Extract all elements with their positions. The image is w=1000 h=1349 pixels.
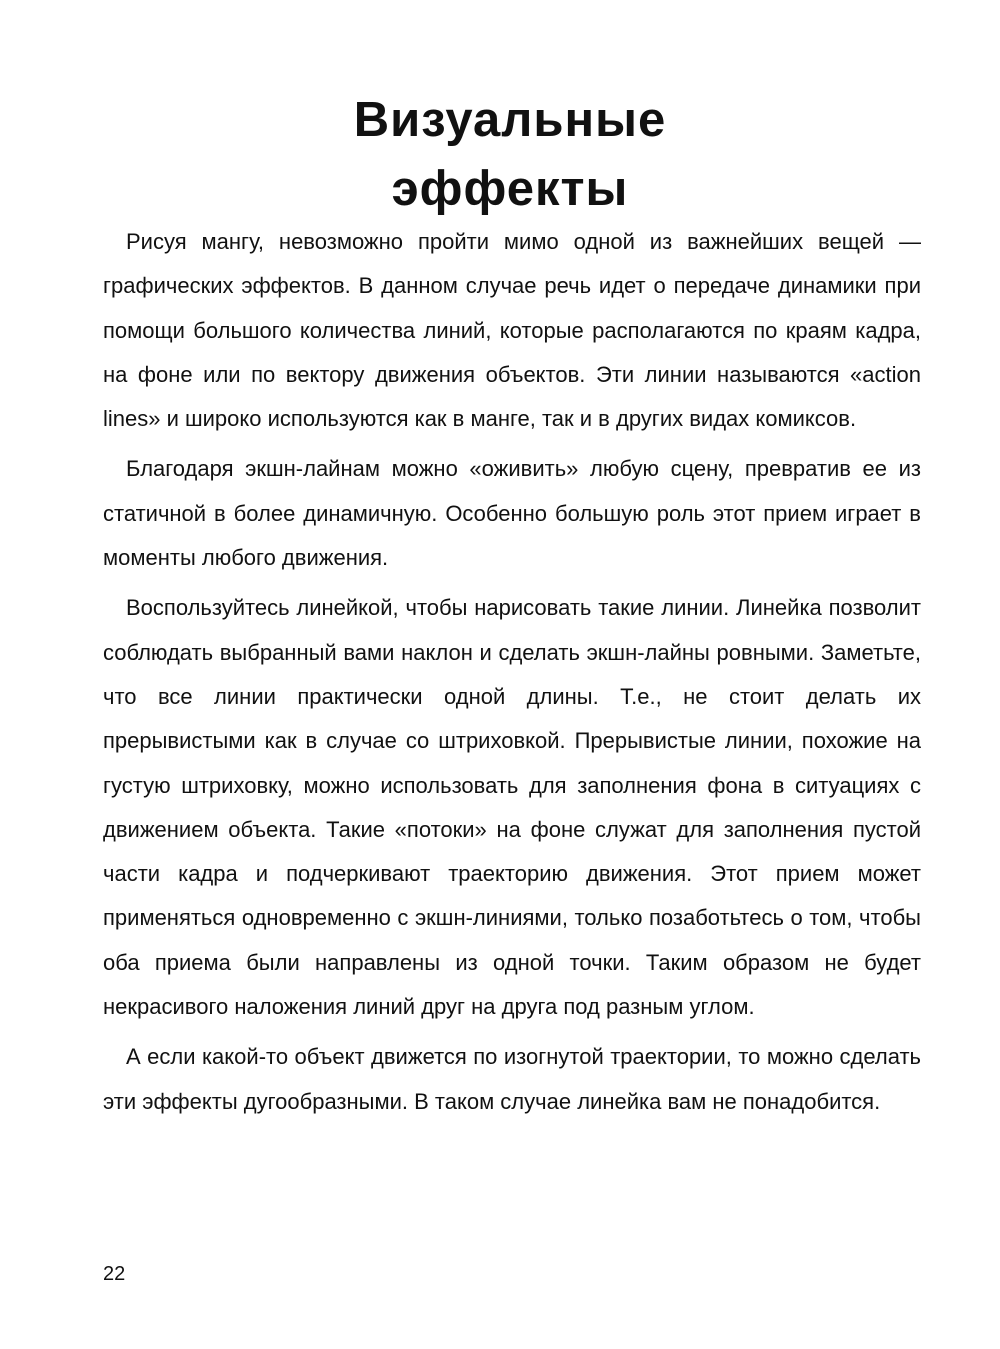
body-text	[103, 220, 921, 1124]
paragraph-1: Рисуя мангу, невозможно пройти мимо одной из важнейших вещей — графических эффектов. В данном случае речь идет о передаче динамики при помощи большого количества линий, которые располагаются по краям кадра, на фоне или по вектору движения объектов. Эти линии называются «action lines» и широко используются как в манге, так и в других видах комиксов.	[103, 229, 921, 432]
title-line-2: эффекты	[391, 162, 629, 216]
title-line-1: Визуальные	[353, 93, 667, 147]
paragraph-2: Благодаря экшн-лайнам можно «оживить» любую сцену, превратив ее из статичной в более динамичную. Особенно большую роль этот прием играет в моменты любого движения.	[103, 456, 921, 571]
page-number: 22	[103, 1263, 126, 1285]
paragraph-3: Воспользуйтесь линейкой, чтобы нарисовать такие линии. Линейка позволит соблюдать выбранный вами наклон и сделать экшн-лайны ровными. Заметьте, что все линии практически одной длины. Т.е., не стоит делать их прерывистыми как в случае со штриховкой. Прерывистые линии, похожие на густую штриховку, можно использовать для заполнения фона в ситуациях с движением объекта. Такие «потоки» на фоне служат для заполнения пустой части кадра и подчеркивают траекторию движения. Этот прием может применяться одновременно с экшн-линиями, только позаботьтесь о том, чтобы оба приема были направлены из одной точки. Таким образом не будет некрасивого наложения линий друг на друга под разным углом.	[103, 595, 921, 1020]
page-title	[280, 86, 740, 224]
paragraph-4: А если какой-то объект движется по изогнутой траектории, то можно сделать эти эффекты дугообразными. В таком случае линейка вам не понадобится.	[103, 1044, 921, 1114]
